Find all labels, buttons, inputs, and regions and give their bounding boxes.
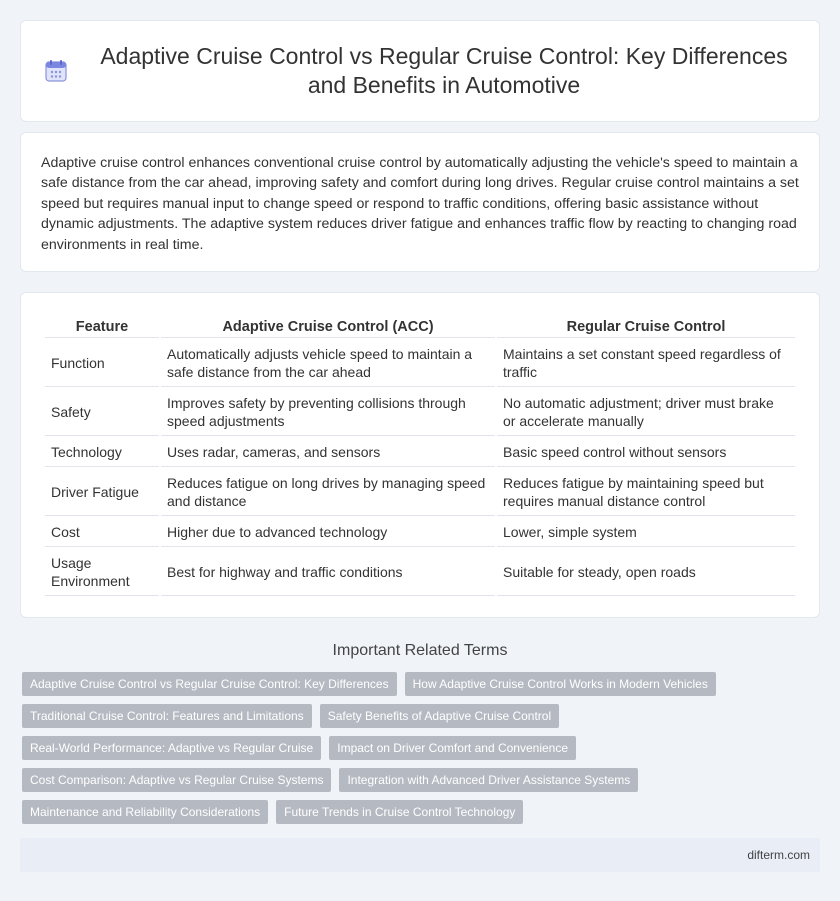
related-term-link[interactable]: Real-World Performance: Adaptive vs Regular Cruise [22, 736, 321, 760]
intro-text: Adaptive cruise control enhances conventional cruise control by automatically adjusting the vehicle's speed to maintain a safe distance from the car ahead, improving safety and comfort during long drives. Regular cruise control maintains a set speed but requires manual input to change speed or respond to traffic conditions, offering basic assistance without dynamic adjustments. The adaptive system reduces driver fatigue and enhances traffic flow by reacting to changing road environments in real time. [41, 155, 799, 253]
footer-site-link[interactable]: difterm.com [747, 848, 810, 862]
cell-acc: Uses radar, cameras, and sensors [161, 438, 495, 467]
page-title: Adaptive Cruise Control vs Regular Cruise Control: Key Differences and Benefits in Automotive [100, 43, 788, 98]
cell-acc: Automatically adjusts vehicle speed to maintain a safe distance from the car ahead [161, 340, 495, 387]
calendar-icon [43, 58, 69, 84]
related-terms-list [20, 672, 820, 832]
related-term-link[interactable]: Future Trends in Cruise Control Technology [276, 800, 523, 824]
comparison-table-card [20, 292, 820, 618]
table-header-row [45, 313, 795, 338]
related-term-link[interactable]: Cost Comparison: Adaptive vs Regular Cruise Systems [22, 768, 331, 792]
cell-feature: Function [45, 340, 159, 387]
header-regular: Regular Cruise Control [497, 313, 795, 338]
table-row [45, 340, 795, 387]
cell-regular: Maintains a set constant speed regardless of traffic [497, 340, 795, 387]
cell-acc: Best for highway and traffic conditions [161, 549, 495, 596]
header-feature: Feature [45, 313, 159, 338]
cell-feature: Cost [45, 518, 159, 547]
related-terms-title: Important Related Terms [332, 642, 508, 659]
header-inner [43, 42, 797, 100]
comparison-table [43, 311, 797, 598]
cell-feature: Usage Environment [45, 549, 159, 596]
table-row [45, 438, 795, 467]
header-card [20, 20, 820, 122]
related-term-link[interactable]: How Adaptive Cruise Control Works in Modern Vehicles [405, 672, 716, 696]
cell-regular: Reduces fatigue by maintaining speed but requires manual distance control [497, 469, 795, 516]
cell-feature: Safety [45, 389, 159, 436]
footer [20, 838, 820, 872]
related-term-link[interactable]: Safety Benefits of Adaptive Cruise Control [320, 704, 559, 728]
related-term-link[interactable]: Adaptive Cruise Control vs Regular Cruise Control: Key Differences [22, 672, 397, 696]
related-term-link[interactable]: Maintenance and Reliability Considerations [22, 800, 268, 824]
table-row [45, 389, 795, 436]
table-row [45, 549, 795, 596]
intro-card [20, 132, 820, 272]
cell-acc: Improves safety by preventing collisions through speed adjustments [161, 389, 495, 436]
table-row [45, 469, 795, 516]
cell-regular: Basic speed control without sensors [497, 438, 795, 467]
table-row [45, 518, 795, 547]
cell-feature: Driver Fatigue [45, 469, 159, 516]
cell-acc: Reduces fatigue on long drives by managing speed and distance [161, 469, 495, 516]
related-term-link[interactable]: Integration with Advanced Driver Assistance Systems [339, 768, 638, 792]
cell-regular: Lower, simple system [497, 518, 795, 547]
cell-regular: No automatic adjustment; driver must brake or accelerate manually [497, 389, 795, 436]
header-acc: Adaptive Cruise Control (ACC) [161, 313, 495, 338]
related-term-link[interactable]: Traditional Cruise Control: Features and Limitations [22, 704, 312, 728]
cell-acc: Higher due to advanced technology [161, 518, 495, 547]
related-term-link[interactable]: Impact on Driver Comfort and Convenience [329, 736, 576, 760]
cell-regular: Suitable for steady, open roads [497, 549, 795, 596]
cell-feature: Technology [45, 438, 159, 467]
